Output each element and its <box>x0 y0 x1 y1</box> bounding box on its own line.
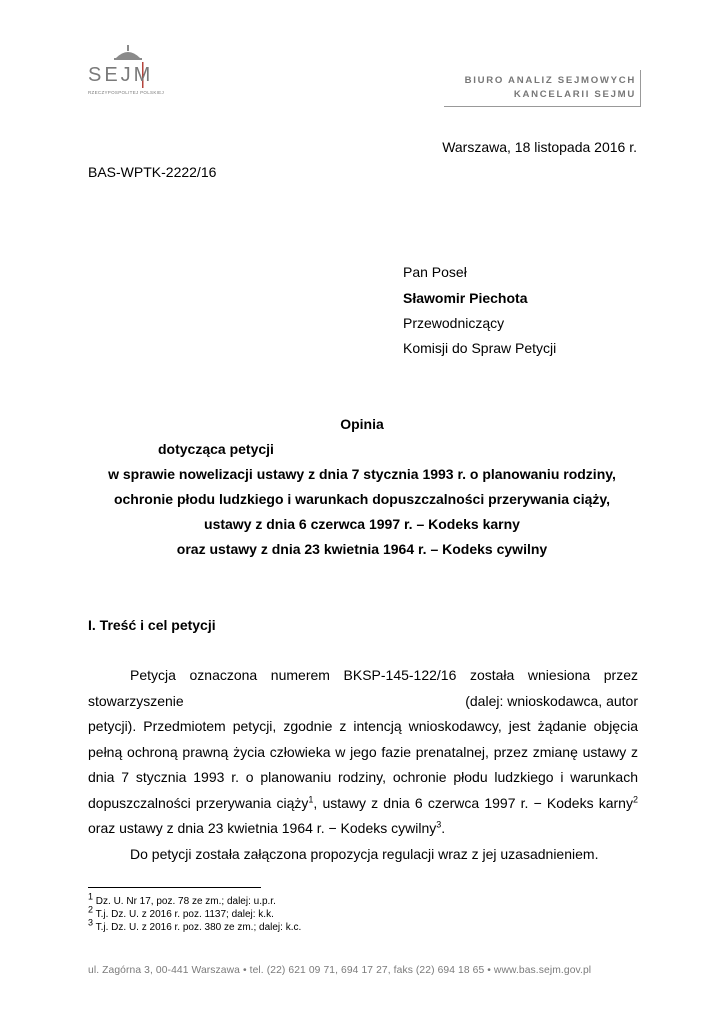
reference-number: BAS-WPTK-2222/16 <box>88 164 217 180</box>
bureau-line1: BIURO ANALIZ SEJMOWYCH <box>464 75 636 86</box>
page-footer-address: ul. Zagórna 3, 00-441 Warszawa • tel. (22) 621 09 71, 694 17 27, faks (22) 694 18 65 • www.bas.sejm.gov.pl <box>88 965 592 976</box>
footnote-2 <box>88 904 274 921</box>
paragraph-line-1: Petycja oznaczona numerem BKSP-145-122/16 została wniesiona przez <box>130 667 638 683</box>
addressee-salutation: Pan Poseł <box>403 264 467 280</box>
bureau-divider-horizontal <box>444 106 641 107</box>
footnote-ref-3[interactable]: 3 <box>436 819 442 830</box>
bureau-line2: KANCELARII SEJMU <box>513 89 636 100</box>
paragraph-body <box>88 714 638 842</box>
footnote-3-text: T.j. Dz. U. z 2016 r. poz. 380 ze zm.; dalej: k.c. <box>93 922 302 933</box>
paragraph-text-kk: , ustawy z dnia 6 czerwca 1997 r. − Kodeks karny <box>313 794 633 811</box>
footnote-3-mark: 3 <box>88 917 94 928</box>
bureau-divider-vertical <box>640 70 641 106</box>
footnote-ref-1[interactable]: 1 <box>308 793 314 804</box>
applicant-note: (dalej: wnioskodawca, autor <box>465 692 638 709</box>
footnote-ref-2[interactable]: 2 <box>632 793 638 804</box>
addressee-role: Przewodniczący <box>403 315 505 331</box>
addressee-name: Sławomir Piechota <box>403 290 528 306</box>
section-body <box>88 663 638 867</box>
place-date: Warszawa, 18 listopada 2016 r. <box>442 139 637 155</box>
paragraph-text-kc: oraz ustawy z dnia 23 kwietnia 1964 r. − Kodeks cywilny <box>88 820 437 836</box>
association-label: stowarzyszenie <box>88 692 184 709</box>
footnote-separator <box>88 887 261 888</box>
sejm-logo-text: SEJM <box>88 64 154 86</box>
footnote-1 <box>88 891 276 908</box>
title-subject: dotycząca petycji <box>158 441 274 457</box>
footnote-2-text: T.j. Dz. U. z 2016 r. poz. 1137; dalej: k.k. <box>93 909 274 920</box>
title-opinia: Opinia <box>340 416 384 432</box>
title-line-6: oraz ustawy z dnia 23 kwietnia 1964 r. – Kodeks cywilny <box>176 541 548 557</box>
paragraph-line-2 <box>88 689 638 715</box>
paragraph-text-main: petycji). Przedmiotem petycji, zgodnie z intencją wnioskodawcy, jest żądanie objęcia pełną ochroną prawną życia człowieka w jego fazie prenatalnej, przez zmianę ustawy z dnia 7 stycznia 1993 r. o planowaniu rodziny, ochronie płodu ludzkiego i warunkach dopuszczalności przerywania ciąży <box>88 718 638 811</box>
footnote-2-mark: 2 <box>88 904 94 915</box>
section-heading: I. Treść i cel petycji <box>88 617 216 633</box>
title-line-5: ustawy z dnia 6 czerwca 1997 r. – Kodeks karny <box>204 516 520 532</box>
paragraph-2: Do petycji została załączona propozycja regulacji wraz z jej uzasadnieniem. <box>130 845 599 862</box>
addressee-committee: Komisji do Spraw Petycji <box>403 340 557 356</box>
footnote-1-text: Dz. U. Nr 17, poz. 78 ze zm.; dalej: u.p.r. <box>93 896 276 907</box>
paragraph-text-end: . <box>441 820 446 836</box>
footnote-3 <box>88 917 302 934</box>
sejm-logo-subtitle: RZECZYPOSPOLITEJ POLSKIEJ <box>88 90 165 95</box>
title-line-3: w sprawie nowelizacji ustawy z dnia 7 stycznia 1993 r. o planowaniu rodziny, <box>108 466 616 482</box>
footnote-1-mark: 1 <box>88 891 94 902</box>
title-line-4: ochronie płodu ludzkiego i warunkach dopuszczalności przerywania ciąży, <box>113 491 611 507</box>
bureau-name <box>436 74 636 102</box>
